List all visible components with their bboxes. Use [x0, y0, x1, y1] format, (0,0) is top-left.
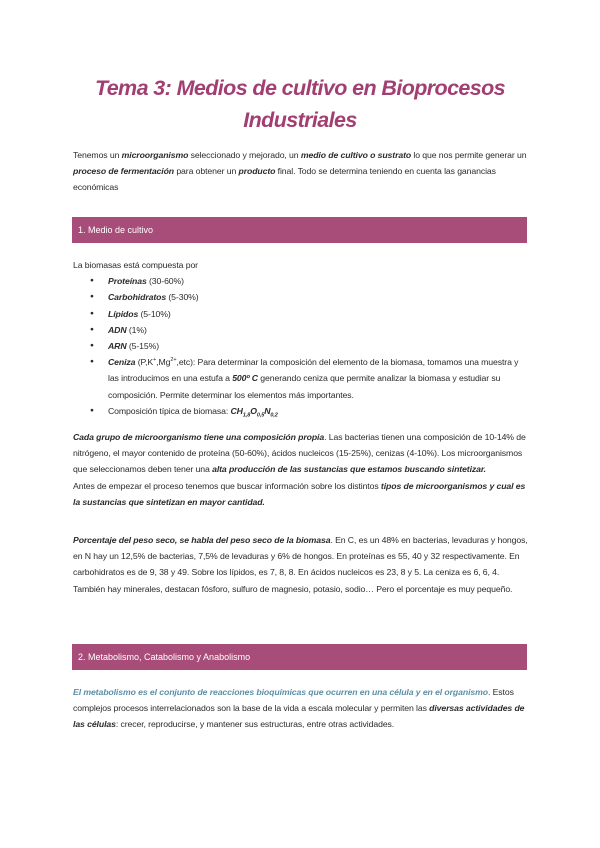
list-item: ● Proteínas (30-60%) — [73, 273, 528, 289]
paragraph-dry-weight: Porcentaje del peso seco, se habla del peso seco de la biomasa. En C, es un 48% en bacterias, levaduras y hongos, en N hay un 12,5% de bacterias, 7,5% de levaduras y 6% de hongos. En proteínas es 55, 40 y 32 respectivamente. En carbohidratos es de 9, 38 y 49. Sobre los lípidos, es 7, 8, 8. En ácidos nucleicos es 23, 8 y 5. La ceniza es 6, 6, 4. También hay minerales, destacan fósforo, sulfuro de magnesio, potasio, sodio… Pero el porcentaje es muy pequeño. — [73, 535, 528, 594]
section-1-body — [73, 257, 528, 419]
term-proceso-fermentacion: proceso de fermentación — [73, 166, 175, 177]
term-producto: producto — [238, 166, 276, 177]
list-item: ● ARN (5-15%) — [73, 338, 528, 354]
list-item-ceniza: ● Ceniza $(P,K^+,Mg^{2+},etc)$: Para determinar la composición del elemento de la biomasa, tomamos una muestra y las introducimos en una estufa a 500º C generando ceniza que permite analizar la biomasa y estudiar su composición. Permite determinar los elementos más importantes. — [73, 354, 528, 403]
section-heading-1: 1. Medio de cultivo — [72, 217, 527, 243]
biomass-formula: $CH_{1,8}O_{0,5}N_{0,2}$ — [230, 405, 278, 419]
page-title — [60, 72, 540, 136]
paragraph-metabolism: El metabolismo es el conjunto de reacciones bioquímicas que ocurren en una célula y en el organismo. Estos complejos procesos interrelacionados son la base de la vida a escala molecular y permiten las diversas actividades de las células: crecer, reproducirse, y mantener sus estructuras, entre otras actividades. — [73, 687, 525, 730]
list-item: ● Lípidos (5-10%) — [73, 306, 528, 322]
biomass-lead: La biomasas está compuesta por — [73, 260, 198, 270]
section-heading-2: 2. Metabolismo, Catabolismo y Anabolismo — [72, 644, 527, 670]
term-medio-cultivo: medio de cultivo o sustrato — [300, 150, 412, 160]
metabolism-link[interactable]: El metabolismo es el conjunto de reacciones bioquímicas que ocurren en una célula y en el organismo — [73, 687, 488, 697]
intro-paragraph: Tenemos un microorganismo seleccionado y mejorado, un medio de cultivo o sustrato lo que nos permite generar un proceso de fermentación para obtener un producto final. Todo se determina teniendo en cuenta las ganancias económicas — [73, 150, 527, 193]
title-line-2: Industriales — [243, 108, 357, 132]
list-item-formula: ● Composición típica de biomasa: $CH_{1,8}O_{0,5}N_{0,2}$ — [73, 403, 528, 419]
term-microorganismo: microorganismo — [121, 150, 189, 160]
composition-list — [73, 273, 528, 419]
title-line-1: Tema 3: Medios de cultivo en Bioprocesos — [94, 76, 506, 100]
list-item: ● ADN (1%) — [73, 322, 528, 338]
list-item: ● Carbohidratos (5-30%) — [73, 289, 528, 305]
paragraph-composition: Cada grupo de microorganismo tiene una composición propia. Las bacterias tienen una composición de 10-14% de nitrógeno, el mayor contenido de proteína (50-60%), ácidos nucleicos (15-25%), cenizas (4-10%). Los microorganismos que seleccionamos deben tener una alta producción de las sustancias que estamos buscando sintetizar. Antes de empezar el proceso tenemos que buscar información sobre los distintos tipos de microorganismos y cual es la sustancias que sintetizan en mayor cantidad. — [73, 432, 526, 507]
